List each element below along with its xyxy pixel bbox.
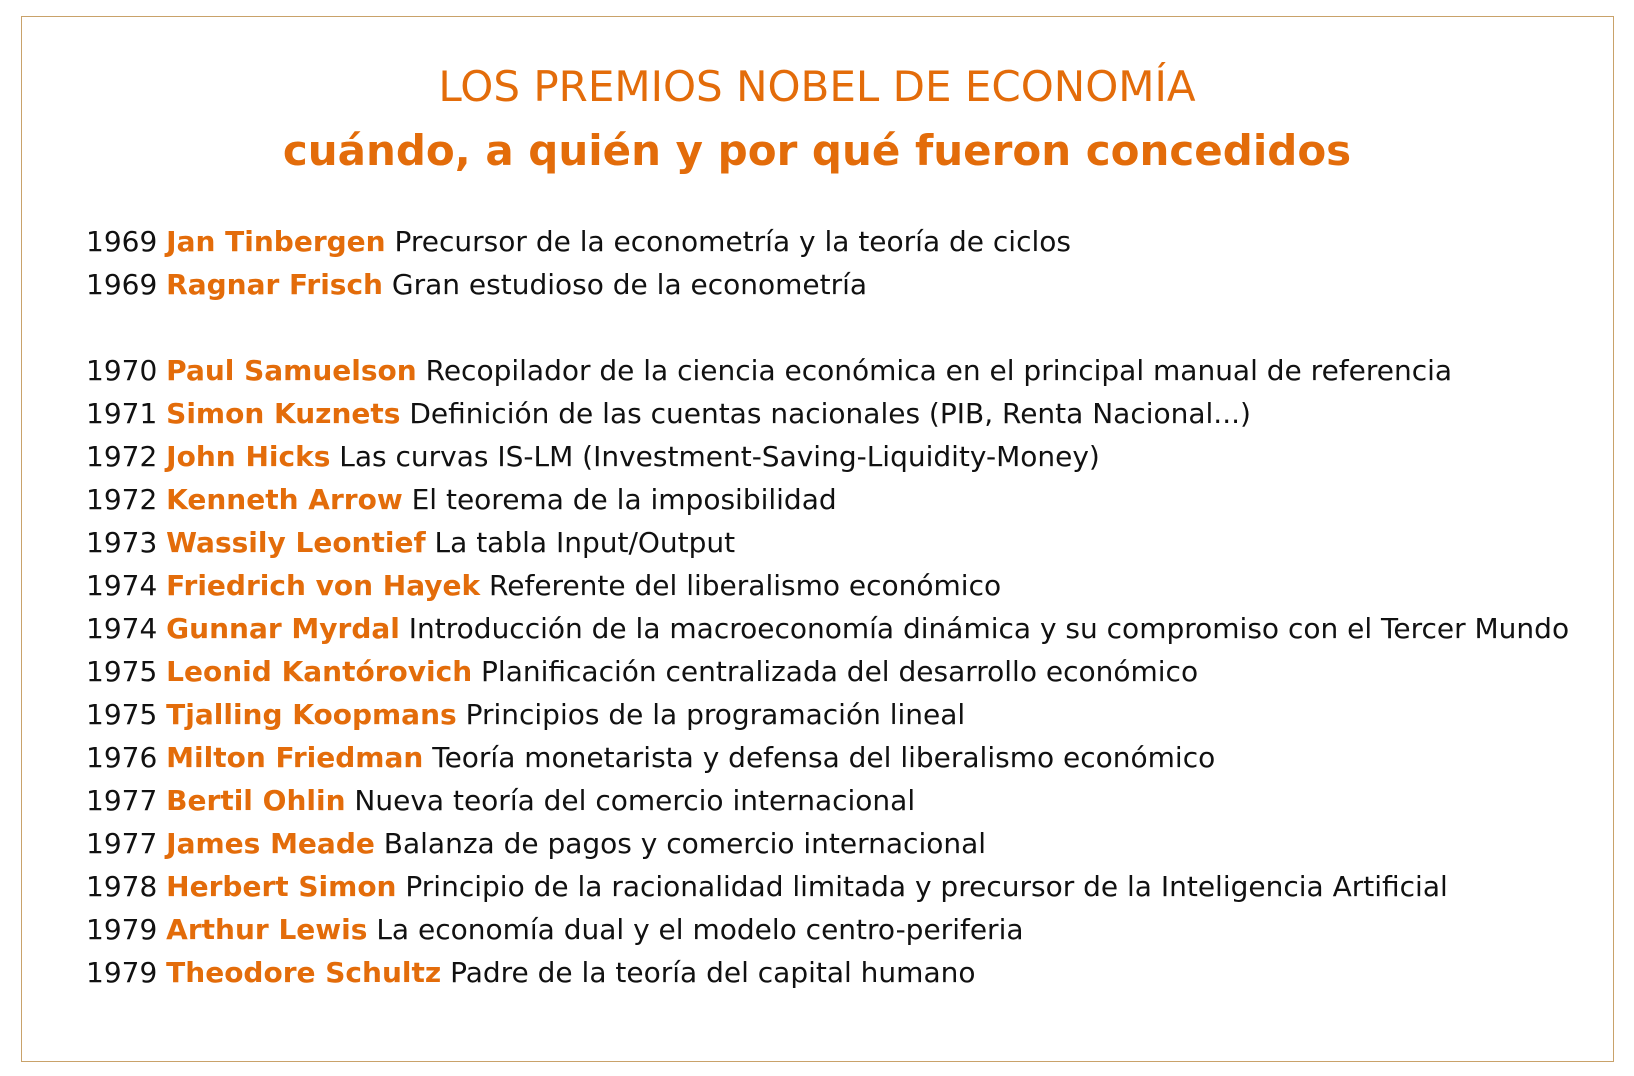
- laureate-name: Jan Tinbergen: [166, 225, 386, 258]
- list-item: [86, 267, 867, 303]
- laureate-name: Wassily Leontief: [166, 526, 426, 559]
- laureate-name: Simon Kuznets: [166, 397, 401, 430]
- year: 1972: [86, 483, 158, 516]
- year: 1972: [86, 440, 158, 473]
- contribution: Balanza de pagos y comercio internacional: [383, 827, 987, 860]
- list-item: [86, 697, 965, 733]
- laureate-name: Theodore Schultz: [166, 956, 442, 989]
- contribution: Nueva teoría del comercio internacional: [354, 784, 916, 817]
- page-subtitle: cuándo, a quién y por qué fueron concedidos: [282, 126, 1352, 175]
- year: 1976: [86, 741, 158, 774]
- list-item: [86, 224, 1071, 260]
- list-item: [86, 826, 986, 862]
- contribution: Principios de la programación lineal: [465, 698, 966, 731]
- year: 1978: [86, 870, 158, 903]
- year: 1970: [86, 354, 158, 387]
- year: 1977: [86, 827, 158, 860]
- contribution: Planificación centralizada del desarrollo económico: [481, 655, 1199, 688]
- laureate-name: Herbert Simon: [166, 870, 397, 903]
- laureate-name: Friedrich von Hayek: [166, 569, 481, 602]
- laureate-name: Arthur Lewis: [166, 913, 368, 946]
- list-item: [86, 353, 1452, 389]
- year: 1971: [86, 397, 158, 430]
- list-item: [86, 783, 915, 819]
- contribution: Principio de la racionalidad limitada y precursor de la Inteligencia Artificial: [405, 870, 1448, 903]
- laureate-name: Bertil Ohlin: [166, 784, 346, 817]
- laureate-name: Ragnar Frisch: [166, 268, 383, 301]
- contribution: La economía dual y el modelo centro-periferia: [376, 913, 1024, 946]
- contribution: Padre de la teoría del capital humano: [450, 956, 976, 989]
- contribution: La tabla Input/Output: [434, 526, 736, 559]
- contribution: El teorema de la imposibilidad: [411, 483, 837, 516]
- laureate-name: Leonid Kantórovich: [166, 655, 473, 688]
- list-item: [86, 611, 1569, 647]
- year: 1975: [86, 655, 158, 688]
- page-title: LOS PREMIOS NOBEL DE ECONOMÍA: [438, 62, 1196, 111]
- contribution: Gran estudioso de la econometría: [391, 268, 868, 301]
- contribution: Introducción de la macroeconomía dinámica y su compromiso con el Tercer Mundo: [408, 612, 1570, 645]
- laureate-name: Tjalling Koopmans: [166, 698, 457, 731]
- list-item: [86, 439, 1100, 475]
- year: 1969: [86, 268, 158, 301]
- laureate-name: John Hicks: [166, 440, 331, 473]
- list-item: [86, 568, 1001, 604]
- laureate-name: Kenneth Arrow: [166, 483, 403, 516]
- laureate-name: Gunnar Myrdal: [166, 612, 400, 645]
- list-item: [86, 740, 1215, 776]
- list-item: [86, 955, 976, 991]
- contribution: Recopilador de la ciencia económica en el principal manual de referencia: [425, 354, 1453, 387]
- laureate-name: James Meade: [166, 827, 375, 860]
- laureate-name: Paul Samuelson: [166, 354, 417, 387]
- year: 1977: [86, 784, 158, 817]
- list-item: [86, 396, 1251, 432]
- contribution: Precursor de la econometría y la teoría de ciclos: [394, 225, 1071, 258]
- year: 1979: [86, 956, 158, 989]
- year: 1974: [86, 569, 158, 602]
- year: 1969: [86, 225, 158, 258]
- list-item: [86, 869, 1448, 905]
- contribution: Teoría monetarista y defensa del liberalismo económico: [432, 741, 1216, 774]
- year: 1979: [86, 913, 158, 946]
- list-item: [86, 654, 1198, 690]
- list-item: [86, 482, 837, 518]
- year: 1973: [86, 526, 158, 559]
- laureate-name: Milton Friedman: [166, 741, 424, 774]
- contribution: Las curvas IS-LM (Investment-Saving-Liquidity-Money): [339, 440, 1100, 473]
- contribution: Definición de las cuentas nacionales (PIB, Renta Nacional...): [409, 397, 1251, 430]
- year: 1974: [86, 612, 158, 645]
- year: 1975: [86, 698, 158, 731]
- list-item: [86, 525, 735, 561]
- contribution: Referente del liberalismo económico: [489, 569, 1002, 602]
- list-item: [86, 912, 1024, 948]
